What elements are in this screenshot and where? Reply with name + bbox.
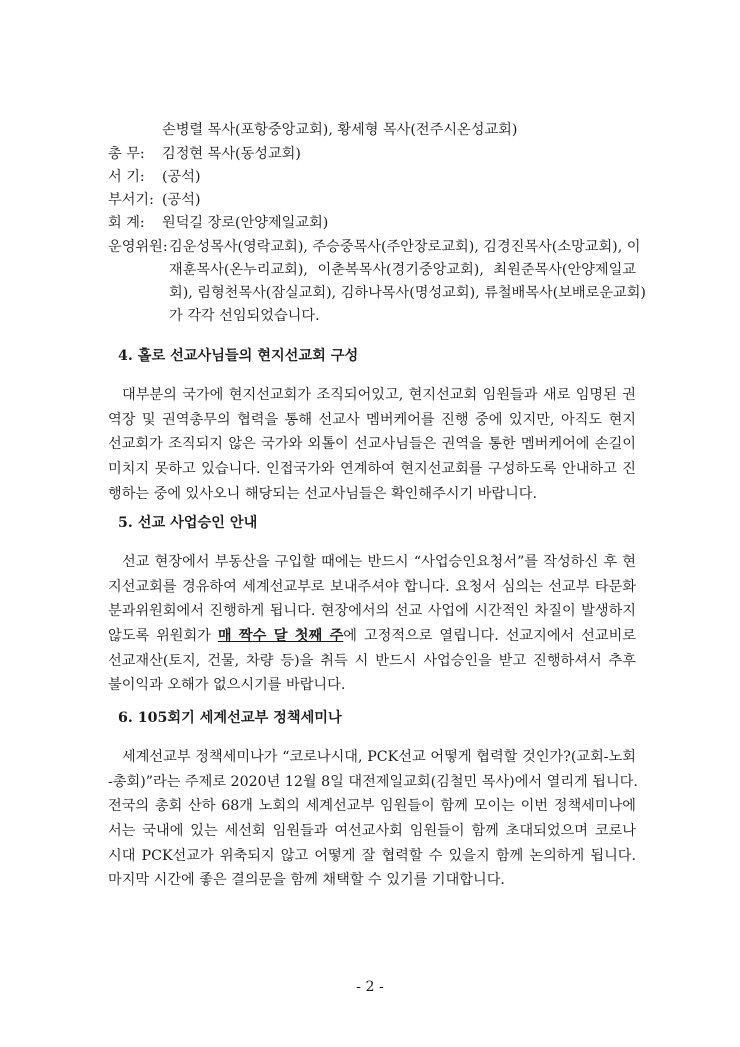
- line-text: 않도록 위원회가: [108, 628, 218, 645]
- committee-row-value: (공석): [162, 169, 201, 185]
- meeting-schedule-emphasis: 매 짝수 달 첫째 주: [217, 628, 344, 645]
- paragraph-line: 지선교회를 경유하여 세계선교부로 보내주셔야 합니다. 요청서 심의는 선교부 타문화: [108, 578, 636, 595]
- paragraph-line: 선교재산(토지, 건물, 차량 등)을 취득 시 반드시 사업승인을 받고 진행하셔서 추후: [108, 652, 636, 669]
- paragraph-line: 미치지 못하고 있습니다. 인접국가와 연계하여 현지선교회를 구성하도록 안내하고 진: [108, 461, 636, 478]
- paragraph-line: 선교회가 조직되지 않은 국가와 외톨이 선교사님들은 권역을 통한 멤버케어에 손길이: [108, 436, 636, 453]
- committee-continuation-line: 손병렬 목사(포항중앙교회), 황세형 목사(전주시온성교회): [162, 122, 518, 138]
- committee-row-value: 원덕길 장로(안양제일교회): [162, 215, 329, 231]
- section-paragraph: [108, 550, 636, 698]
- paragraph-line: 서는 국내에 있는 세선회 임원들과 여선교사회 임원들이 함께 초대되었으며 코로나: [108, 823, 636, 840]
- committee-row-value: 김정현 목사(동성교회): [162, 146, 301, 162]
- paragraph-line: 선교 현장에서 부동산을 구입할 때에는 반드시 “사업승인요청서”를 작성하신 후 현: [122, 554, 636, 570]
- committee-row-label: 서 기:: [108, 169, 145, 185]
- paragraph-line: 불이익과 오해가 없으시기를 바랍니다.: [108, 677, 346, 694]
- paragraph-line: 분과위원회에서 진행하게 됩니다. 현장에서의 선교 사업에 시간적인 차질이 발생하지: [108, 603, 636, 620]
- line-text: 에 고정적으로 열립니다. 선교지에서 선교비로: [343, 628, 636, 645]
- paragraph-line: 세계선교부 정책세미나가 “코로나시대, PCK선교 어떻게 협력할 것인가?(교회-노회: [122, 749, 636, 765]
- paragraph-line: 마지막 시간에 좋은 결의문을 함께 채택할 수 있기를 기대합니다.: [108, 872, 505, 889]
- section-paragraph: [108, 383, 636, 506]
- section-paragraph: [108, 745, 636, 893]
- members-line: 회), 림형천목사(잠실교회), 김하나목사(명성교회), 류철배목사(보배로운교회): [169, 285, 646, 301]
- page-number: - 2 -: [356, 979, 384, 995]
- committee-row-label: 부서기:: [108, 192, 154, 208]
- paragraph-line-emphasis: [108, 624, 636, 649]
- paragraph-line: 전국의 총회 산하 68개 노회의 세계선교부 임원들이 함께 모이는 이번 정책세미나에: [108, 798, 636, 815]
- paragraph-line: 대부분의 국가에 현지선교회가 조직되어있고, 현지선교회 임원들과 새로 임명된 권: [122, 387, 636, 403]
- members-line: 가 각각 선임되었습니다.: [169, 308, 320, 324]
- committee-row-label: 회 계:: [108, 215, 145, 231]
- members-label: 운영위원:: [108, 239, 168, 255]
- paragraph-line: 역장 및 권역총무의 협력을 통해 선교사 멤버케어를 진행 중에 있지만, 아직도 현지: [108, 411, 636, 428]
- members-line: 재훈목사(온누리교회), 이춘복목사(경기중앙교회), 최원준목사(안양제일교: [169, 262, 636, 278]
- section-heading: 6. 105회기 세계선교부 정책세미나: [118, 710, 342, 726]
- paragraph-line: -총회)”라는 주제로 2020년 12월 8일 대전제일교회(김철민 목사)에서 열리게 됩니다.: [108, 773, 638, 790]
- paragraph-line: 행하는 중에 있사오니 해당되는 선교사님들은 확인해주시기 바랍니다.: [108, 485, 538, 502]
- paragraph-line: 시대 PCK선교가 위축되지 않고 어떻게 잘 협력할 수 있을지 함께 논의하게 됩니다.: [108, 847, 636, 864]
- members-line: 김운성목사(영락교회), 주승중목사(주안장로교회), 김경진목사(소망교회), 이: [169, 239, 641, 255]
- section-heading: 4. 홀로 선교사님들의 현지선교회 구성: [118, 348, 359, 364]
- committee-row-label: 총 무:: [108, 146, 145, 162]
- committee-row-value: (공석): [162, 192, 201, 208]
- section-heading: 5. 선교 사업승인 안내: [118, 515, 258, 531]
